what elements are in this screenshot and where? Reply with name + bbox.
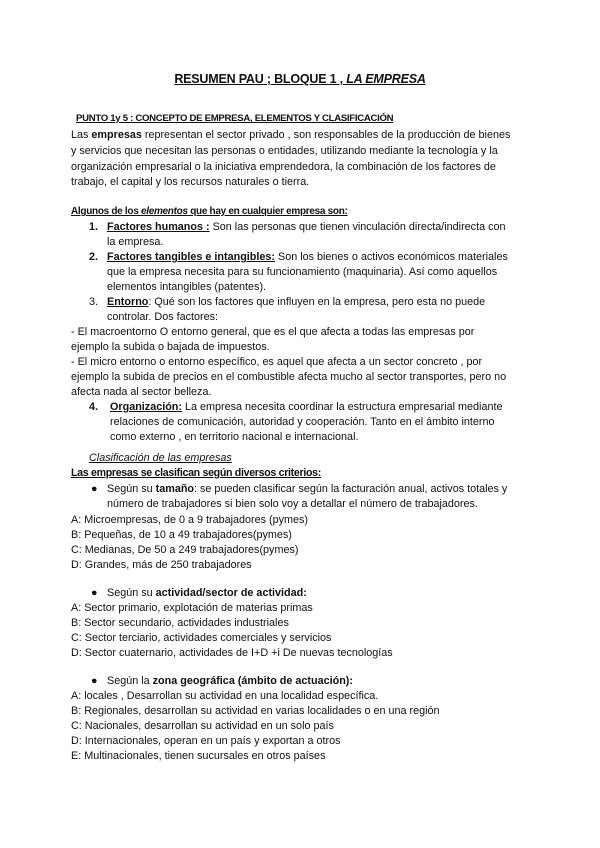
bullet-icon: ● — [91, 587, 98, 599]
bullet-item — [107, 586, 307, 600]
title-main: RESUMEN PAU ; BLOQUE 1 , — [174, 72, 347, 86]
list-number: 4. — [89, 401, 99, 413]
list-number: 3. — [89, 296, 99, 308]
paragraph-line: organización empresarial o la iniciativa emprendedora, la combinación de los factores de — [71, 161, 496, 173]
list-number: 1. — [89, 221, 99, 233]
paragraph-line: y servicios que necesitan las personas o entidades, utilizando mediante la tecnología y la — [71, 145, 498, 157]
list-item — [107, 250, 508, 264]
bold-term: empresas — [91, 129, 142, 141]
term: Entorno — [107, 296, 149, 308]
text: Según su — [107, 587, 156, 599]
term: Organización: — [110, 401, 182, 413]
text: : se pueden clasificar según la facturación anual, activos totales y — [194, 483, 508, 495]
list-item — [107, 295, 485, 309]
list-item: C: Medianas, De 50 a 249 trabajadores(pymes) — [71, 544, 299, 556]
text: Las — [71, 129, 92, 141]
list-item: E: Multinacionales, tienen sucursales en otros países — [71, 750, 326, 762]
text: La empresa necesita coordinar la estructura empresarial mediante — [182, 401, 503, 413]
paragraph-line — [71, 128, 510, 142]
classification-subtitle: Las empresas se clasifican según diversos criterios: — [71, 467, 321, 479]
list-item: B: Sector secundario, actividades industriales — [71, 617, 289, 629]
text: Son las personas que tienen vinculación directa/indirecta con — [209, 221, 506, 233]
paragraph-line: ejemplo la subida de precios en el combustible afecta mucho al sector transportes, pero no — [71, 371, 507, 383]
list-item: B: Regionales, desarrollan su actividad en varias localidades o en una región — [71, 705, 440, 717]
document-title — [0, 72, 600, 86]
text: que hay en cualquier empresa son: — [187, 206, 348, 217]
title-italic: LA EMPRESA — [346, 72, 426, 86]
classification-title: Clasificación de las empresas — [89, 452, 232, 464]
list-item: A: locales , Desarrollan su actividad en una localidad específica. — [71, 690, 379, 702]
text: : Qué son los factores que influyen en la empresa, pero esta no puede — [148, 296, 486, 308]
list-item: C: Sector terciario, actividades comerciales y servicios — [71, 632, 332, 644]
list-item: C: Nacionales, desarrollan su actividad en un solo país — [71, 720, 334, 732]
list-item-line: como externo , en territorio nacional e internacional. — [110, 431, 359, 443]
text: Según la — [107, 675, 153, 687]
text: Son los bienes o activos económicos materiales — [275, 251, 508, 263]
list-item — [107, 220, 506, 234]
list-item: B: Pequeñas, de 10 a 49 trabajadores(pymes) — [71, 529, 292, 541]
text: elementos — [140, 206, 188, 217]
list-item: D: Grandes, más de 250 trabajadores — [71, 559, 252, 571]
list-item-line: la empresa. — [107, 236, 164, 248]
elements-heading — [71, 205, 348, 219]
bullet-item — [107, 482, 507, 496]
paragraph-line: - El macroentorno O entorno general, que es el que afecta a todas las empresas por — [71, 326, 475, 338]
bullet-icon: ● — [91, 675, 98, 687]
bold-term: tamaño — [155, 483, 195, 495]
list-item: A: Sector primario, explotación de materias primas — [71, 602, 313, 614]
paragraph-line: ejemplo la subida o bajada de impuestos. — [71, 341, 270, 353]
bold-term: zona geográfica (ámbito de actuación): — [152, 675, 353, 687]
bold-term: actividad/sector de actividad: — [155, 587, 307, 599]
section-heading: PUNTO 1y 5 : CONCEPTO DE EMPRESA, ELEMENTOS Y CLASIFICACIÓN — [76, 113, 394, 124]
text: Según su — [107, 483, 156, 495]
term: Factores tangibles e intangibles: — [107, 251, 275, 263]
paragraph-line: - El micro entorno o entorno específico, es aquel que afecta a un sector concreto , por — [71, 356, 483, 368]
paragraph-line: trabajo, el capital y los recursos naturales o tierra. — [71, 176, 310, 188]
bullet-item — [107, 674, 353, 688]
list-item: D: Sector cuaternario, actividades de I+D +i De nuevas tecnologías — [71, 647, 393, 659]
list-number: 2. — [89, 251, 99, 263]
list-item-line: que la empresa necesita para su funcionamiento (maquinaria). Así como aquellos — [107, 266, 498, 278]
bullet-icon: ● — [91, 483, 98, 495]
list-item-line: controlar. Dos factores: — [107, 311, 219, 323]
term: Factores humanos : — [107, 221, 210, 233]
list-item-line: elementos intangibles (patentes). — [107, 281, 267, 293]
list-item: A: Microempresas, de 0 a 9 trabajadores (pymes) — [71, 514, 309, 526]
paragraph-line: afecta nada al sector belleza. — [71, 386, 212, 398]
list-item — [110, 400, 502, 414]
text: representan el sector privado , son responsables de la producción de bienes — [141, 129, 511, 141]
list-item-line: relaciones de comunicación, autoridad y cooperación. Tanto en el ámbito interno — [110, 416, 495, 428]
list-item: D: Internacionales, operan en un país y exportan a otros — [71, 735, 341, 747]
text: Algunos de los — [71, 206, 141, 217]
bullet-item-line: número de trabajadores si bien solo voy a detallar el número de trabajadores. — [107, 498, 478, 510]
